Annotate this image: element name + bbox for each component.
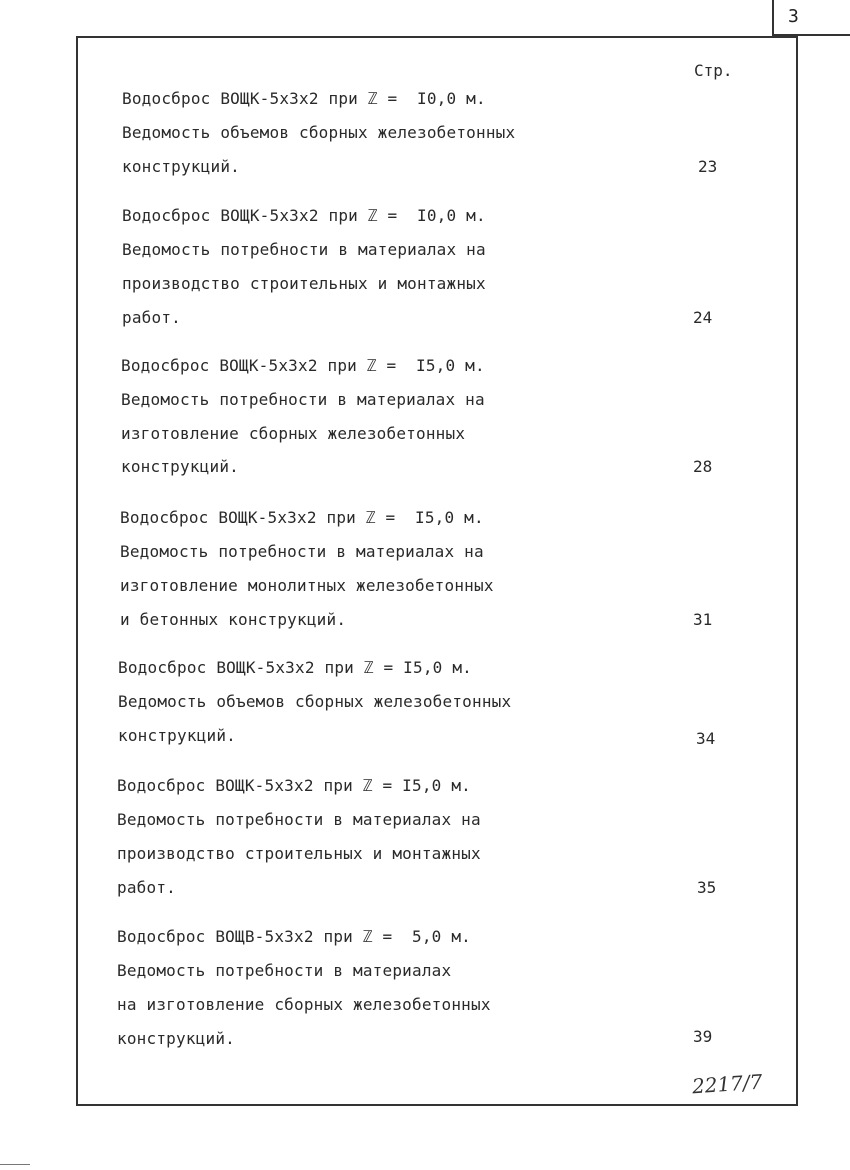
entry-line: Ведомость потребности в материалах на: [121, 390, 485, 409]
entry-line: Водосброс ВОЩК-5х3х2 при ℤ = I5,0 м.: [120, 508, 484, 527]
entry-page-ref: 23: [698, 157, 718, 176]
entry-line: работ.: [117, 878, 176, 897]
entry-line: Водосброс ВОЩК-5х3х2 при ℤ = I0,0 м.: [122, 89, 486, 108]
entry-page-ref: 24: [693, 308, 713, 327]
entry-line: производство строительных и монтажных: [122, 274, 486, 293]
entry-line: Водосброс ВОЩК-5х3х2 при ℤ = I0,0 м.: [122, 206, 486, 225]
entry-line: Ведомость потребности в материалах на: [120, 542, 484, 561]
page-number: 3: [788, 6, 799, 27]
entry-line: конструкций.: [122, 157, 240, 176]
entry-line: конструкций.: [121, 457, 239, 476]
entry-page-ref: 39: [693, 1027, 713, 1046]
entry-line: изготовление монолитных железобетонных: [120, 576, 494, 595]
entry-line: Водосброс ВОЩК-5х3х2 при ℤ = I5,0 м.: [118, 658, 472, 677]
entry-line: и бетонных конструкций.: [120, 610, 347, 629]
entry-line: Водосброс ВОЩК-5х3х2 при ℤ = I5,0 м.: [117, 776, 471, 795]
entry-line: Ведомость потребности в материалах: [117, 961, 452, 980]
entry-page-ref: 31: [693, 610, 713, 629]
entry-line: Ведомость объемов сборных железобетонных: [118, 692, 512, 711]
entry-line: на изготовление сборных железобетонных: [117, 995, 491, 1014]
entry-line: Ведомость потребности в материалах на: [117, 810, 481, 829]
entry-page-ref: 28: [693, 457, 713, 476]
entry-page-ref: 34: [696, 729, 716, 748]
document-number-stamp: 2217/7: [691, 1069, 764, 1099]
entry-line: Водосброс ВОЩВ-5х3х2 при ℤ = 5,0 м.: [117, 927, 471, 946]
entry-line: производство строительных и монтажных: [117, 844, 481, 863]
entry-line: Ведомость потребности в материалах на: [122, 240, 486, 259]
entry-line: конструкций.: [118, 726, 236, 745]
entry-page-ref: 35: [697, 878, 717, 897]
entry-line: изготовление сборных железобетонных: [121, 424, 466, 443]
entry-line: работ.: [122, 308, 181, 327]
entry-line: конструкций.: [117, 1029, 235, 1048]
entry-line: Ведомость объемов сборных железобетонных: [122, 123, 516, 142]
page-number-box: [772, 0, 850, 36]
page-column-header: Стр.: [694, 61, 733, 80]
entry-line: Водосброс ВОЩК-5х3х2 при ℤ = I5,0 м.: [121, 356, 485, 375]
scan-edge-mark: [0, 1164, 30, 1165]
